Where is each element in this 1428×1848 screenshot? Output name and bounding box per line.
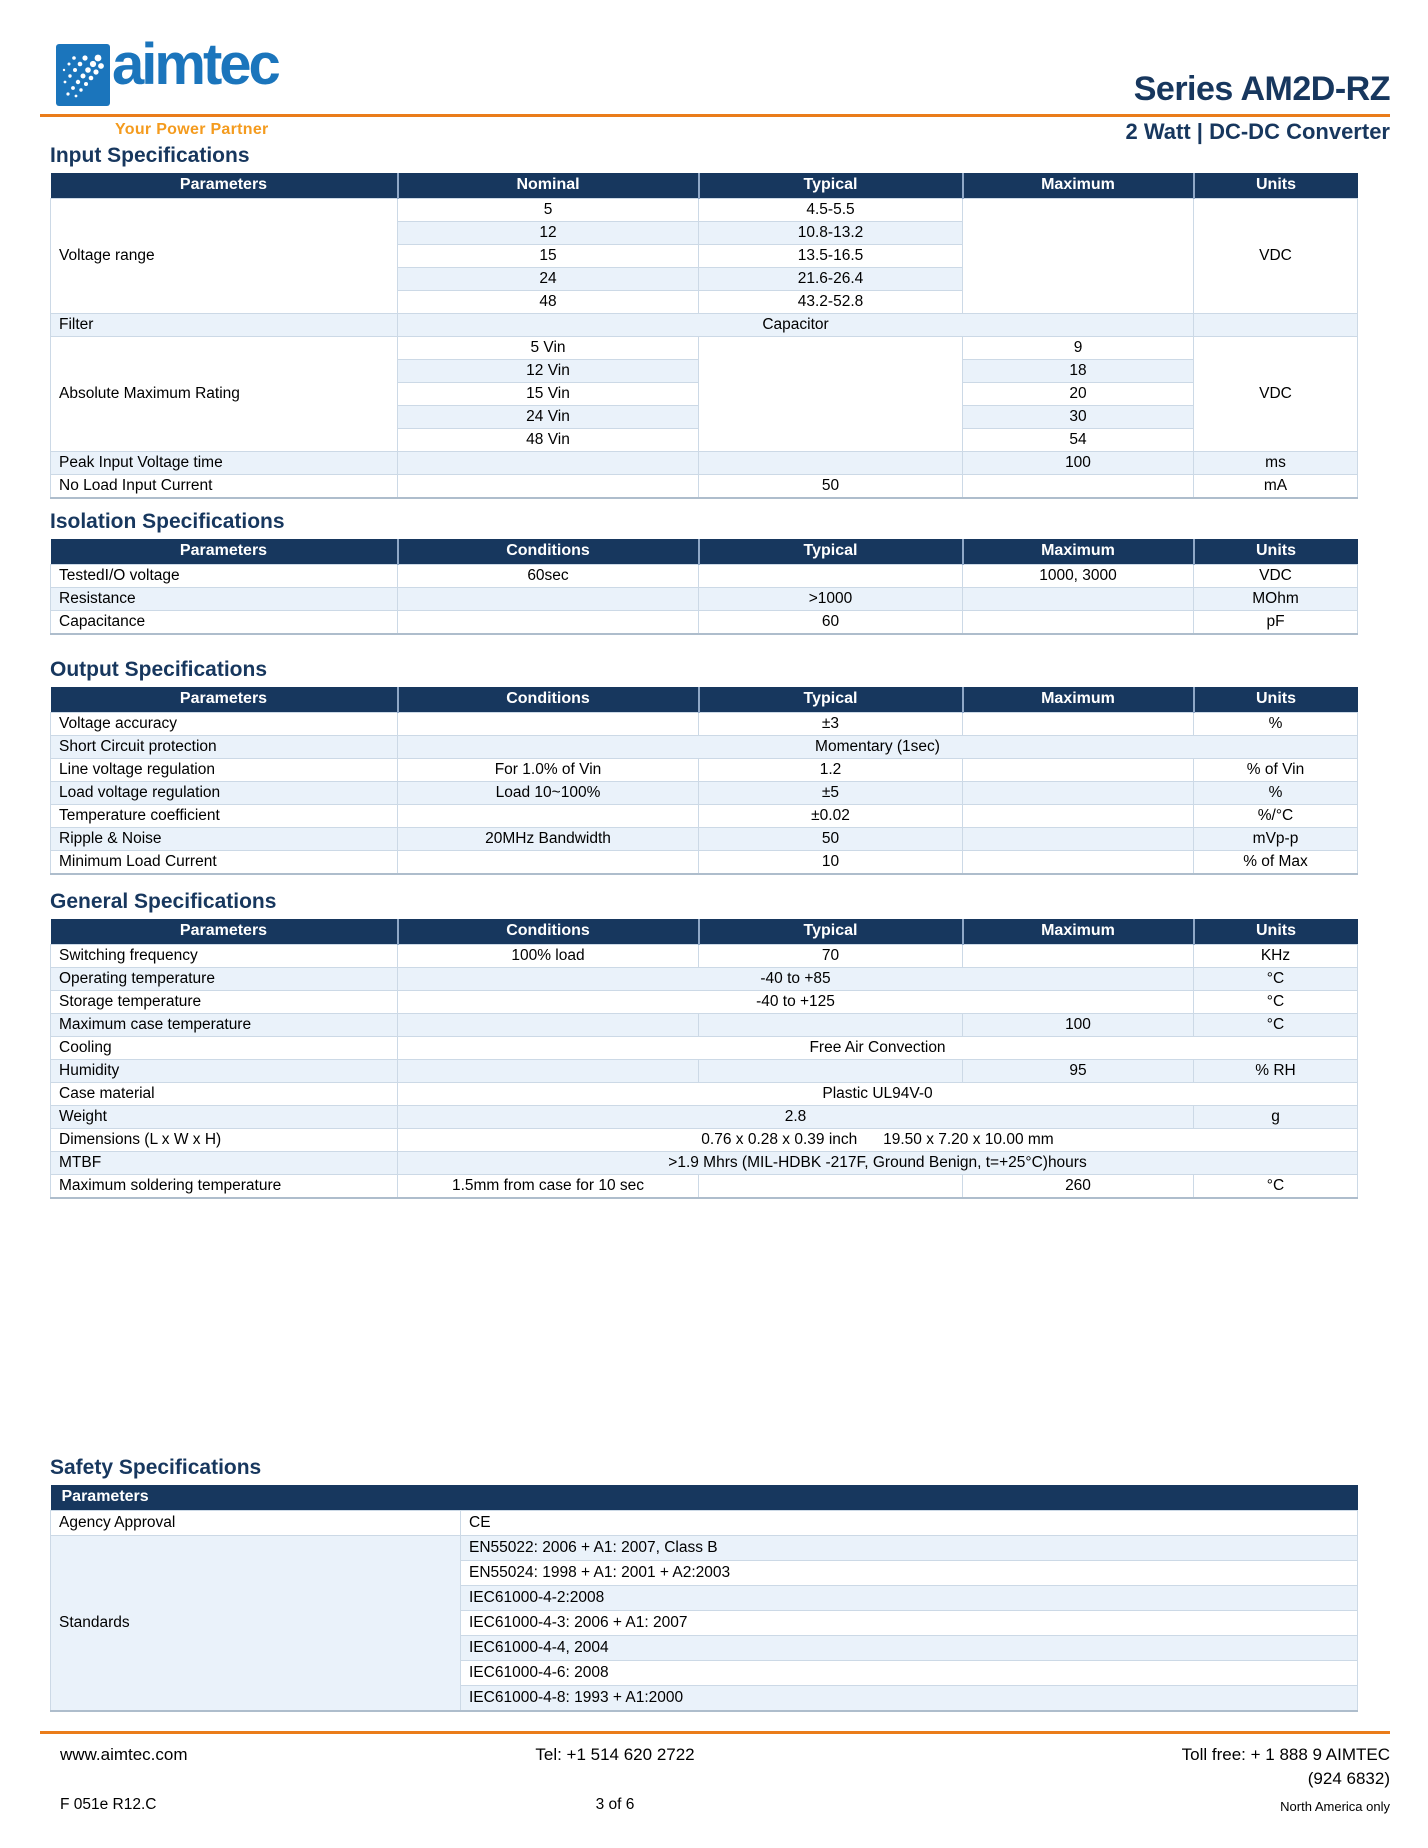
table-cell: 12 Vin <box>398 360 699 383</box>
column-header: Units <box>1194 919 1358 945</box>
header-row <box>51 687 1358 713</box>
table-cell: °C <box>1194 968 1358 991</box>
table-cell: Voltage accuracy <box>51 713 398 736</box>
spec-table <box>50 919 1358 1199</box>
header-divider <box>40 114 1390 117</box>
table-cell: pF <box>1194 611 1358 635</box>
table-cell: 13.5-16.5 <box>699 245 963 268</box>
table-cell: Case material <box>51 1083 398 1106</box>
table-cell: VDC <box>1194 199 1358 314</box>
table-cell: Load 10~100% <box>398 782 699 805</box>
column-header: Units <box>1194 173 1358 199</box>
column-header: Conditions <box>398 539 699 565</box>
table-cell: 70 <box>699 945 963 968</box>
table-cell: TestedI/O voltage <box>51 565 398 588</box>
table-cell <box>398 851 699 875</box>
section-general-specifications <box>50 890 1357 1199</box>
table-cell: VDC <box>1194 565 1358 588</box>
header-row <box>51 1485 1358 1511</box>
section-output-specifications <box>50 658 1357 875</box>
table-cell: 5 <box>398 199 699 222</box>
table-cell <box>699 1060 963 1083</box>
spec-table <box>50 1485 1358 1712</box>
table-cell: 24 Vin <box>398 406 699 429</box>
section-input-specifications <box>50 144 1357 499</box>
table-cell: % of Vin <box>1194 759 1358 782</box>
table-cell: Capacitance <box>51 611 398 635</box>
table-cell: IEC61000-4-3: 2006 + A1: 2007 <box>461 1611 1358 1636</box>
table-cell: Temperature coefficient <box>51 805 398 828</box>
table-cell: Capacitor <box>398 314 1194 337</box>
column-header: Conditions <box>398 919 699 945</box>
table-cell <box>699 452 963 475</box>
spec-table <box>50 539 1358 635</box>
table-cell: No Load Input Current <box>51 475 398 499</box>
table-cell: Load voltage regulation <box>51 782 398 805</box>
footer-phone: Tel: +1 514 620 2722 <box>535 1745 695 1764</box>
table-cell: Operating temperature <box>51 968 398 991</box>
table-row <box>51 452 1358 475</box>
logo-tagline: Your Power Partner <box>115 121 269 138</box>
table-cell: Line voltage regulation <box>51 759 398 782</box>
spec-table <box>50 173 1358 499</box>
table-cell: 4.5-5.5 <box>699 199 963 222</box>
table-row <box>51 475 1358 499</box>
column-header: Parameters <box>51 173 398 199</box>
table-row <box>51 991 1358 1014</box>
table-cell: KHz <box>1194 945 1358 968</box>
table-cell: >1000 <box>699 588 963 611</box>
table-cell: Humidity <box>51 1060 398 1083</box>
table-cell: IEC61000-4-4, 2004 <box>461 1636 1358 1661</box>
table-cell: °C <box>1194 991 1358 1014</box>
table-cell <box>963 945 1194 968</box>
table-cell: Dimensions (L x W x H) <box>51 1129 398 1152</box>
table-cell: 5 Vin <box>398 337 699 360</box>
table-cell <box>963 713 1194 736</box>
table-cell: Peak Input Voltage time <box>51 452 398 475</box>
column-header: Typical <box>699 173 963 199</box>
table-cell <box>398 611 699 635</box>
table-row <box>51 199 1358 222</box>
section-title: General Specifications <box>50 890 277 913</box>
table-cell: For 1.0% of Vin <box>398 759 699 782</box>
column-header: Typical <box>699 539 963 565</box>
table-cell <box>963 475 1194 499</box>
table-cell: 43.2-52.8 <box>699 291 963 314</box>
table-cell: % <box>1194 713 1358 736</box>
table-cell: -40 to +125 <box>398 991 1194 1014</box>
table-cell: 100 <box>963 452 1194 475</box>
table-cell: Free Air Convection <box>398 1037 1358 1060</box>
column-header: Parameters <box>51 539 398 565</box>
section-isolation-specifications <box>50 510 1357 635</box>
table-cell <box>699 337 963 452</box>
table-cell: ±0.02 <box>699 805 963 828</box>
table-cell: mA <box>1194 475 1358 499</box>
table-row <box>51 1152 1358 1175</box>
table-row <box>51 314 1358 337</box>
table-cell: Cooling <box>51 1037 398 1060</box>
section-title: Input Specifications <box>50 144 250 167</box>
table-cell <box>1194 314 1358 337</box>
table-cell <box>699 1175 963 1199</box>
table-cell: 54 <box>963 429 1194 452</box>
table-cell: % RH <box>1194 1060 1358 1083</box>
column-header: Parameters <box>51 687 398 713</box>
column-header: Units <box>1194 687 1358 713</box>
table-cell <box>963 759 1194 782</box>
table-cell <box>398 588 699 611</box>
column-header: Parameters <box>51 919 398 945</box>
output-specifications-table <box>50 687 1357 875</box>
table-row <box>51 1511 1358 1536</box>
table-row <box>51 1175 1358 1199</box>
table-row <box>51 851 1358 875</box>
section-title: Safety Specifications <box>50 1456 262 1479</box>
table-cell: 10 <box>699 851 963 875</box>
table-cell <box>963 828 1194 851</box>
table-cell: % of Max <box>1194 851 1358 875</box>
table-cell: Standards <box>51 1536 461 1712</box>
table-row <box>51 713 1358 736</box>
table-cell: Momentary (1sec) <box>398 736 1358 759</box>
table-cell: Maximum soldering temperature <box>51 1175 398 1199</box>
table-cell: Resistance <box>51 588 398 611</box>
column-header: Maximum <box>963 687 1194 713</box>
table-cell: 9 <box>963 337 1194 360</box>
series-title: Series AM2D-RZ <box>1133 70 1390 108</box>
table-cell: VDC <box>1194 337 1358 452</box>
table-cell: Maximum case temperature <box>51 1014 398 1037</box>
table-cell: %/°C <box>1194 805 1358 828</box>
table-cell: 1000, 3000 <box>963 565 1194 588</box>
table-cell: IEC61000-4-8: 1993 + A1:2000 <box>461 1686 1358 1712</box>
footer-tollfree: Toll free: + 1 888 9 AIMTEC <box>1181 1745 1390 1764</box>
column-header: Conditions <box>398 687 699 713</box>
table-row <box>51 588 1358 611</box>
table-cell <box>963 588 1194 611</box>
aimtec-logo-text: aimtec <box>112 32 278 97</box>
table-cell: 1.5mm from case for 10 sec <box>398 1175 699 1199</box>
table-cell: Plastic UL94V-0 <box>398 1083 1358 1106</box>
isolation-specifications-table <box>50 539 1357 635</box>
column-header: Units <box>1194 539 1358 565</box>
table-cell: 100 <box>963 1014 1194 1037</box>
table-cell: °C <box>1194 1175 1358 1199</box>
table-row <box>51 828 1358 851</box>
table-cell: Agency Approval <box>51 1511 461 1536</box>
header-row <box>51 919 1358 945</box>
footer-document-ref: F 051e R12.C <box>60 1796 157 1813</box>
table-cell: EN55024: 1998 + A1: 2001 + A2:2003 <box>461 1561 1358 1586</box>
table-cell: 24 <box>398 268 699 291</box>
table-cell: 260 <box>963 1175 1194 1199</box>
header-row <box>51 173 1358 199</box>
table-cell: 12 <box>398 222 699 245</box>
table-row <box>51 337 1358 360</box>
table-cell: Weight <box>51 1106 398 1129</box>
table-cell: ±3 <box>699 713 963 736</box>
table-cell: mVp-p <box>1194 828 1358 851</box>
table-row <box>51 782 1358 805</box>
table-row <box>51 611 1358 635</box>
section-title: Output Specifications <box>50 658 268 681</box>
table-cell: 60 <box>699 611 963 635</box>
table-cell: Minimum Load Current <box>51 851 398 875</box>
table-cell: 50 <box>699 828 963 851</box>
table-cell: 21.6-26.4 <box>699 268 963 291</box>
table-cell <box>963 611 1194 635</box>
table-cell: % <box>1194 782 1358 805</box>
table-cell: Absolute Maximum Rating <box>51 337 398 452</box>
table-row <box>51 736 1358 759</box>
table-cell: 18 <box>963 360 1194 383</box>
column-header: Typical <box>699 919 963 945</box>
section-title: Isolation Specifications <box>50 510 285 533</box>
column-header: Maximum <box>963 539 1194 565</box>
table-cell: EN55022: 2006 + A1: 2007, Class B <box>461 1536 1358 1561</box>
table-row <box>51 1106 1358 1129</box>
aimtec-logo-icon <box>56 44 110 111</box>
table-cell <box>398 452 699 475</box>
footer-region-note: North America only <box>1280 1799 1390 1814</box>
table-cell: Filter <box>51 314 398 337</box>
table-row <box>51 968 1358 991</box>
column-header: Parameters <box>51 1485 1358 1511</box>
table-cell: Voltage range <box>51 199 398 314</box>
table-cell: Short Circuit protection <box>51 736 398 759</box>
series-subtitle: 2 Watt | DC-DC Converter <box>1125 119 1390 144</box>
table-cell: ±5 <box>699 782 963 805</box>
table-cell: g <box>1194 1106 1358 1129</box>
table-cell: 0.76 x 0.28 x 0.39 inch 19.50 x 7.20 x 10.00 mm <box>398 1129 1358 1152</box>
table-row <box>51 759 1358 782</box>
column-header: Typical <box>699 687 963 713</box>
spec-table <box>50 687 1358 875</box>
table-cell: °C <box>1194 1014 1358 1037</box>
table-cell: 15 <box>398 245 699 268</box>
table-cell <box>963 851 1194 875</box>
table-cell: 60sec <box>398 565 699 588</box>
table-cell: 20MHz Bandwidth <box>398 828 699 851</box>
footer-divider <box>40 1731 1390 1734</box>
table-row <box>51 1060 1358 1083</box>
safety-specifications-table <box>50 1485 1357 1712</box>
table-cell: Switching frequency <box>51 945 398 968</box>
table-cell <box>963 199 1194 314</box>
table-row <box>51 565 1358 588</box>
table-cell: 100% load <box>398 945 699 968</box>
table-cell: Ripple & Noise <box>51 828 398 851</box>
table-cell: 48 <box>398 291 699 314</box>
column-header: Maximum <box>963 919 1194 945</box>
table-cell: 15 Vin <box>398 383 699 406</box>
input-specifications-table <box>50 173 1357 499</box>
table-cell: 1.2 <box>699 759 963 782</box>
table-cell: CE <box>461 1511 1358 1536</box>
table-cell: 48 Vin <box>398 429 699 452</box>
footer-tollfree-number: (924 6832) <box>1307 1769 1390 1788</box>
table-row <box>51 805 1358 828</box>
table-cell: MOhm <box>1194 588 1358 611</box>
table-cell: 95 <box>963 1060 1194 1083</box>
table-cell: 2.8 <box>398 1106 1194 1129</box>
table-cell: 10.8-13.2 <box>699 222 963 245</box>
table-cell: >1.9 Mhrs (MIL-HDBK -217F, Ground Benign, t=+25°C)hours <box>398 1152 1358 1175</box>
footer-page-number: 3 of 6 <box>595 1796 635 1813</box>
table-cell <box>963 805 1194 828</box>
column-header: Nominal <box>398 173 699 199</box>
table-cell <box>398 1014 699 1037</box>
table-row <box>51 1083 1358 1106</box>
section-safety-specifications <box>50 1456 1357 1712</box>
table-cell <box>398 475 699 499</box>
table-cell <box>398 713 699 736</box>
table-cell: 30 <box>963 406 1194 429</box>
footer-website: www.aimtec.com <box>60 1745 188 1764</box>
general-specifications-table <box>50 919 1357 1199</box>
table-cell: 20 <box>963 383 1194 406</box>
table-cell: Storage temperature <box>51 991 398 1014</box>
table-row <box>51 1536 1358 1561</box>
table-cell: IEC61000-4-6: 2008 <box>461 1661 1358 1686</box>
table-row <box>51 945 1358 968</box>
table-cell <box>963 782 1194 805</box>
table-cell <box>699 1014 963 1037</box>
header-row <box>51 539 1358 565</box>
column-header: Maximum <box>963 173 1194 199</box>
table-cell: IEC61000-4-2:2008 <box>461 1586 1358 1611</box>
table-cell: -40 to +85 <box>398 968 1194 991</box>
table-cell <box>398 1060 699 1083</box>
table-cell <box>699 565 963 588</box>
table-cell: 50 <box>699 475 963 499</box>
table-cell <box>398 805 699 828</box>
table-row <box>51 1129 1358 1152</box>
table-row <box>51 1014 1358 1037</box>
table-cell: MTBF <box>51 1152 398 1175</box>
table-row <box>51 1037 1358 1060</box>
table-cell: ms <box>1194 452 1358 475</box>
